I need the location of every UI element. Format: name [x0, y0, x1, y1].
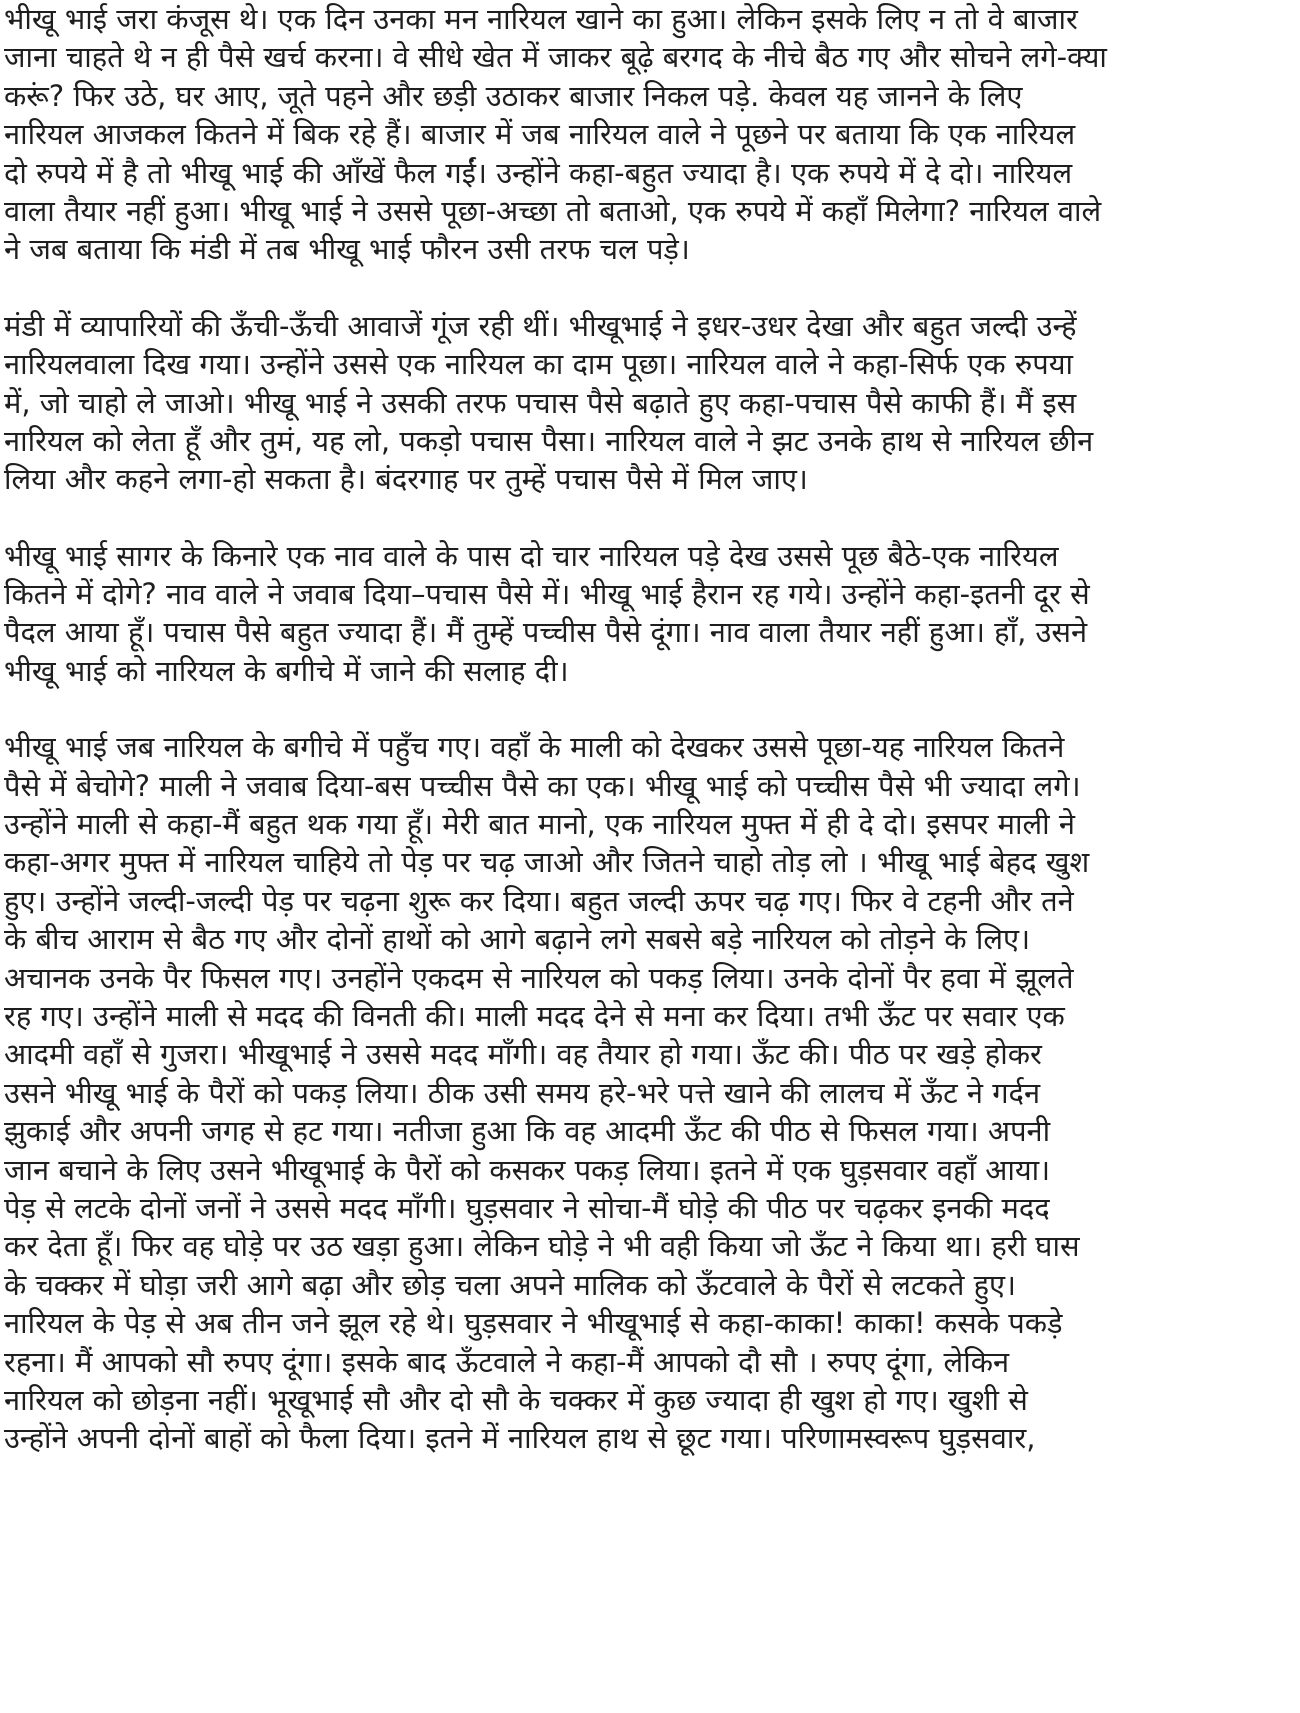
text-line: दो रुपये में है तो भीखू भाई की आँखें फैल गईं। उन्होंने कहा-बहुत ज्यादा है। एक रुपये में दे दो। नारियल — [4, 155, 1073, 190]
text-line: भीखू भाई को नारियल के बगीचे में जाने की सलाह दी। — [4, 653, 569, 688]
story-page — [4, 0, 1294, 1496]
text-line: उन्होंने अपनी दोनों बाहों को फैला दिया। इतने में नारियल हाथ से छूट गया। परिणामस्वरूप घुड़सवार, — [4, 1421, 1036, 1456]
text-line: के बीच आराम से बैठ गए और दोनों हाथों को आगे बढ़ाने लगे सबसे बड़े नारियल को तोड़ने के लिए। — [4, 922, 1031, 957]
text-line: कर देता हूँ। फिर वह घोड़े पर उठ खड़ा हुआ। लेकिन घोड़े ने भी वही किया जो ऊँट ने किया था। हरी घास — [4, 1229, 1080, 1264]
text-line: जान बचाने के लिए उसने भीखूभाई के पैरों को कसकर पकड़ लिया। इतने में एक घुड़सवार वहाँ आया। — [4, 1152, 1051, 1187]
text-line: ने जब बताया कि मंडी में तब भीखू भाई फौरन उसी तरफ चल पड़े। — [4, 232, 690, 267]
text-line: पेड़ से लटके दोनों जनों ने उससे मदद माँगी। घुड़सवार ने सोचा-मैं घोड़े की पीठ पर चढ़कर इनकी मदद — [4, 1190, 1050, 1225]
paragraph-1 — [4, 0, 1294, 269]
text-line: मंडी में व्यापारियों की ऊँची-ऊँची आवाजें गूंज रही थीं। भीखूभाई ने इधर-उधर देखा और बहुत जल्दी उन्हें — [4, 308, 1077, 343]
text-line: जाना चाहते थे न ही पैसे खर्च करना। वे सीधे खेत में जाकर बूढ़े बरगद के नीचे बैठ गए और सोचने लगे-क्या — [4, 40, 1107, 75]
text-line: करूं? फिर उठे, घर आए, जूते पहने और छड़ी उठाकर बाजार निकल पड़े. केवल यह जानने के लिए — [4, 78, 1023, 113]
text-line: उन्होंने माली से कहा-मैं बहुत थक गया हूँ। मेरी बात मानो, एक नारियल मुफ्त में ही दे दो। इसपर माली ने — [4, 807, 1076, 842]
text-line: भीखू भाई जरा कंजूस थे। एक दिन उनका मन नारियल खाने का हुआ। लेकिन इसके लिए न तो वे बाजार — [4, 2, 1078, 36]
text-line: लिया और कहने लगा-हो सकता है। बंदरगाह पर तुम्हें पचास पैसे में मिल जाए। — [4, 462, 808, 497]
text-line: रह गए। उन्होंने माली से मदद की विनती की। माली मदद देने से मना कर दिया। तभी ऊँट पर सवार एक — [4, 998, 1065, 1033]
text-line: भीखू भाई सागर के किनारे एक नाव वाले के पास दो चार नारियल पड़े देख उससे पूछ बैठे-एक नारियल — [4, 538, 1059, 573]
text-line: रहना। मैं आपको सौ रुपए दूंगा। इसके बाद ऊँटवाले ने कहा-मैं आपको दौ सौ । रुपए दूंगा, लेकिन — [4, 1344, 1010, 1379]
text-line: आदमी वहाँ से गुजरा। भीखूभाई ने उससे मदद माँगी। वह तैयार हो गया। ऊँट की। पीठ पर खड़े होकर — [4, 1037, 1042, 1072]
text-line: कहा-अगर मुफ्त में नारियल चाहिये तो पेड़ पर चढ़ जाओ और जितने चाहो तोड़ लो । भीखू भाई बेहद खुश — [4, 845, 1090, 880]
paragraph-4 — [4, 728, 1294, 1457]
text-line: पैदल आया हूँ। पचास पैसे बहुत ज्यादा हैं। मैं तुम्हें पच्चीस पैसे दूंगा। नाव वाला तैयार नहीं हुआ। हाँ, उसने — [4, 615, 1088, 650]
paragraph-2 — [4, 307, 1294, 499]
text-line: नारियल के पेड़ से अब तीन जने झूल रहे थे। घुड़सवार ने भीखूभाई से कहा-काका! काका! कसके पकड़े — [4, 1306, 1063, 1341]
text-line: में, जो चाहो ले जाओ। भीखू भाई ने उसकी तरफ पचास पैसे बढ़ाते हुए कहा-पचास पैसे काफी हैं। मैं इस — [4, 385, 1077, 420]
text-line: कितने में दोगे? नाव वाले ने जवाब दिया–पचास पैसे में। भीखू भाई हैरान रह गये। उन्होंने कहा-इतनी दूर से — [4, 577, 1090, 612]
text-line: अचानक उनके पैर फिसल गए। उनहोंने एकदम से नारियल को पकड़ लिया। उनके दोनों पैर हवा में झूलते — [4, 960, 1074, 995]
text-line: भीखू भाई जब नारियल के बगीचे में पहुँच गए। वहाँ के माली को देखकर उससे पूछा-यह नारियल कितने — [4, 730, 1065, 765]
text-line: नारियल को छोड़ना नहीं। भूखूभाई सौ और दो सौ के चक्कर में कुछ ज्यादा ही खुश हो गए। खुशी से — [4, 1382, 1028, 1417]
text-line: उसने भीखू भाई के पैरों को पकड़ लिया। ठीक उसी समय हरे-भरे पत्ते खाने की लालच में ऊँट ने गर्दन — [4, 1075, 1041, 1110]
text-line: नारियल आजकल कितने में बिक रहे हैं। बाजार में जब नारियल वाले ने पूछने पर बताया कि एक नारियल — [4, 117, 1076, 152]
text-line: वाला तैयार नहीं हुआ। भीखू भाई ने उससे पूछा-अच्छा तो बताओ, एक रुपये में कहाँ मिलेगा? नारियल वाले — [4, 193, 1102, 228]
text-line: के चक्कर में घोड़ा जरी आगे बढ़ा और छोड़ चला अपने मालिक को ऊँटवाले के पैरों से लटकते हुए। — [4, 1267, 1017, 1302]
text-line: झुकाई और अपनी जगह से हट गया। नतीजा हुआ कि वह आदमी ऊँट की पीठ से फिसल गया। अपनी — [4, 1114, 1051, 1149]
text-line: हुए। उन्होंने जल्दी-जल्दी पेड़ पर चढ़ना शुरू कर दिया। बहुत जल्दी ऊपर चढ़ गए। फिर वे टहनी और तने — [4, 883, 1074, 918]
text-line: नारियल को लेता हूँ और तुमं, यह लो, पकड़ो पचास पैसा। नारियल वाले ने झट उनके हाथ से नारियल छीन — [4, 423, 1094, 458]
paragraph-3 — [4, 537, 1294, 691]
text-line: पैसे में बेचोगे? माली ने जवाब दिया-बस पच्चीस पैसे का एक। भीखू भाई को पच्चीस पैसे भी ज्यादा लगे। — [4, 768, 1081, 803]
text-line: नारियलवाला दिख गया। उन्होंने उससे एक नारियल का दाम पूछा। नारियल वाले ने कहा-सिर्फ एक रुपया — [4, 347, 1074, 382]
